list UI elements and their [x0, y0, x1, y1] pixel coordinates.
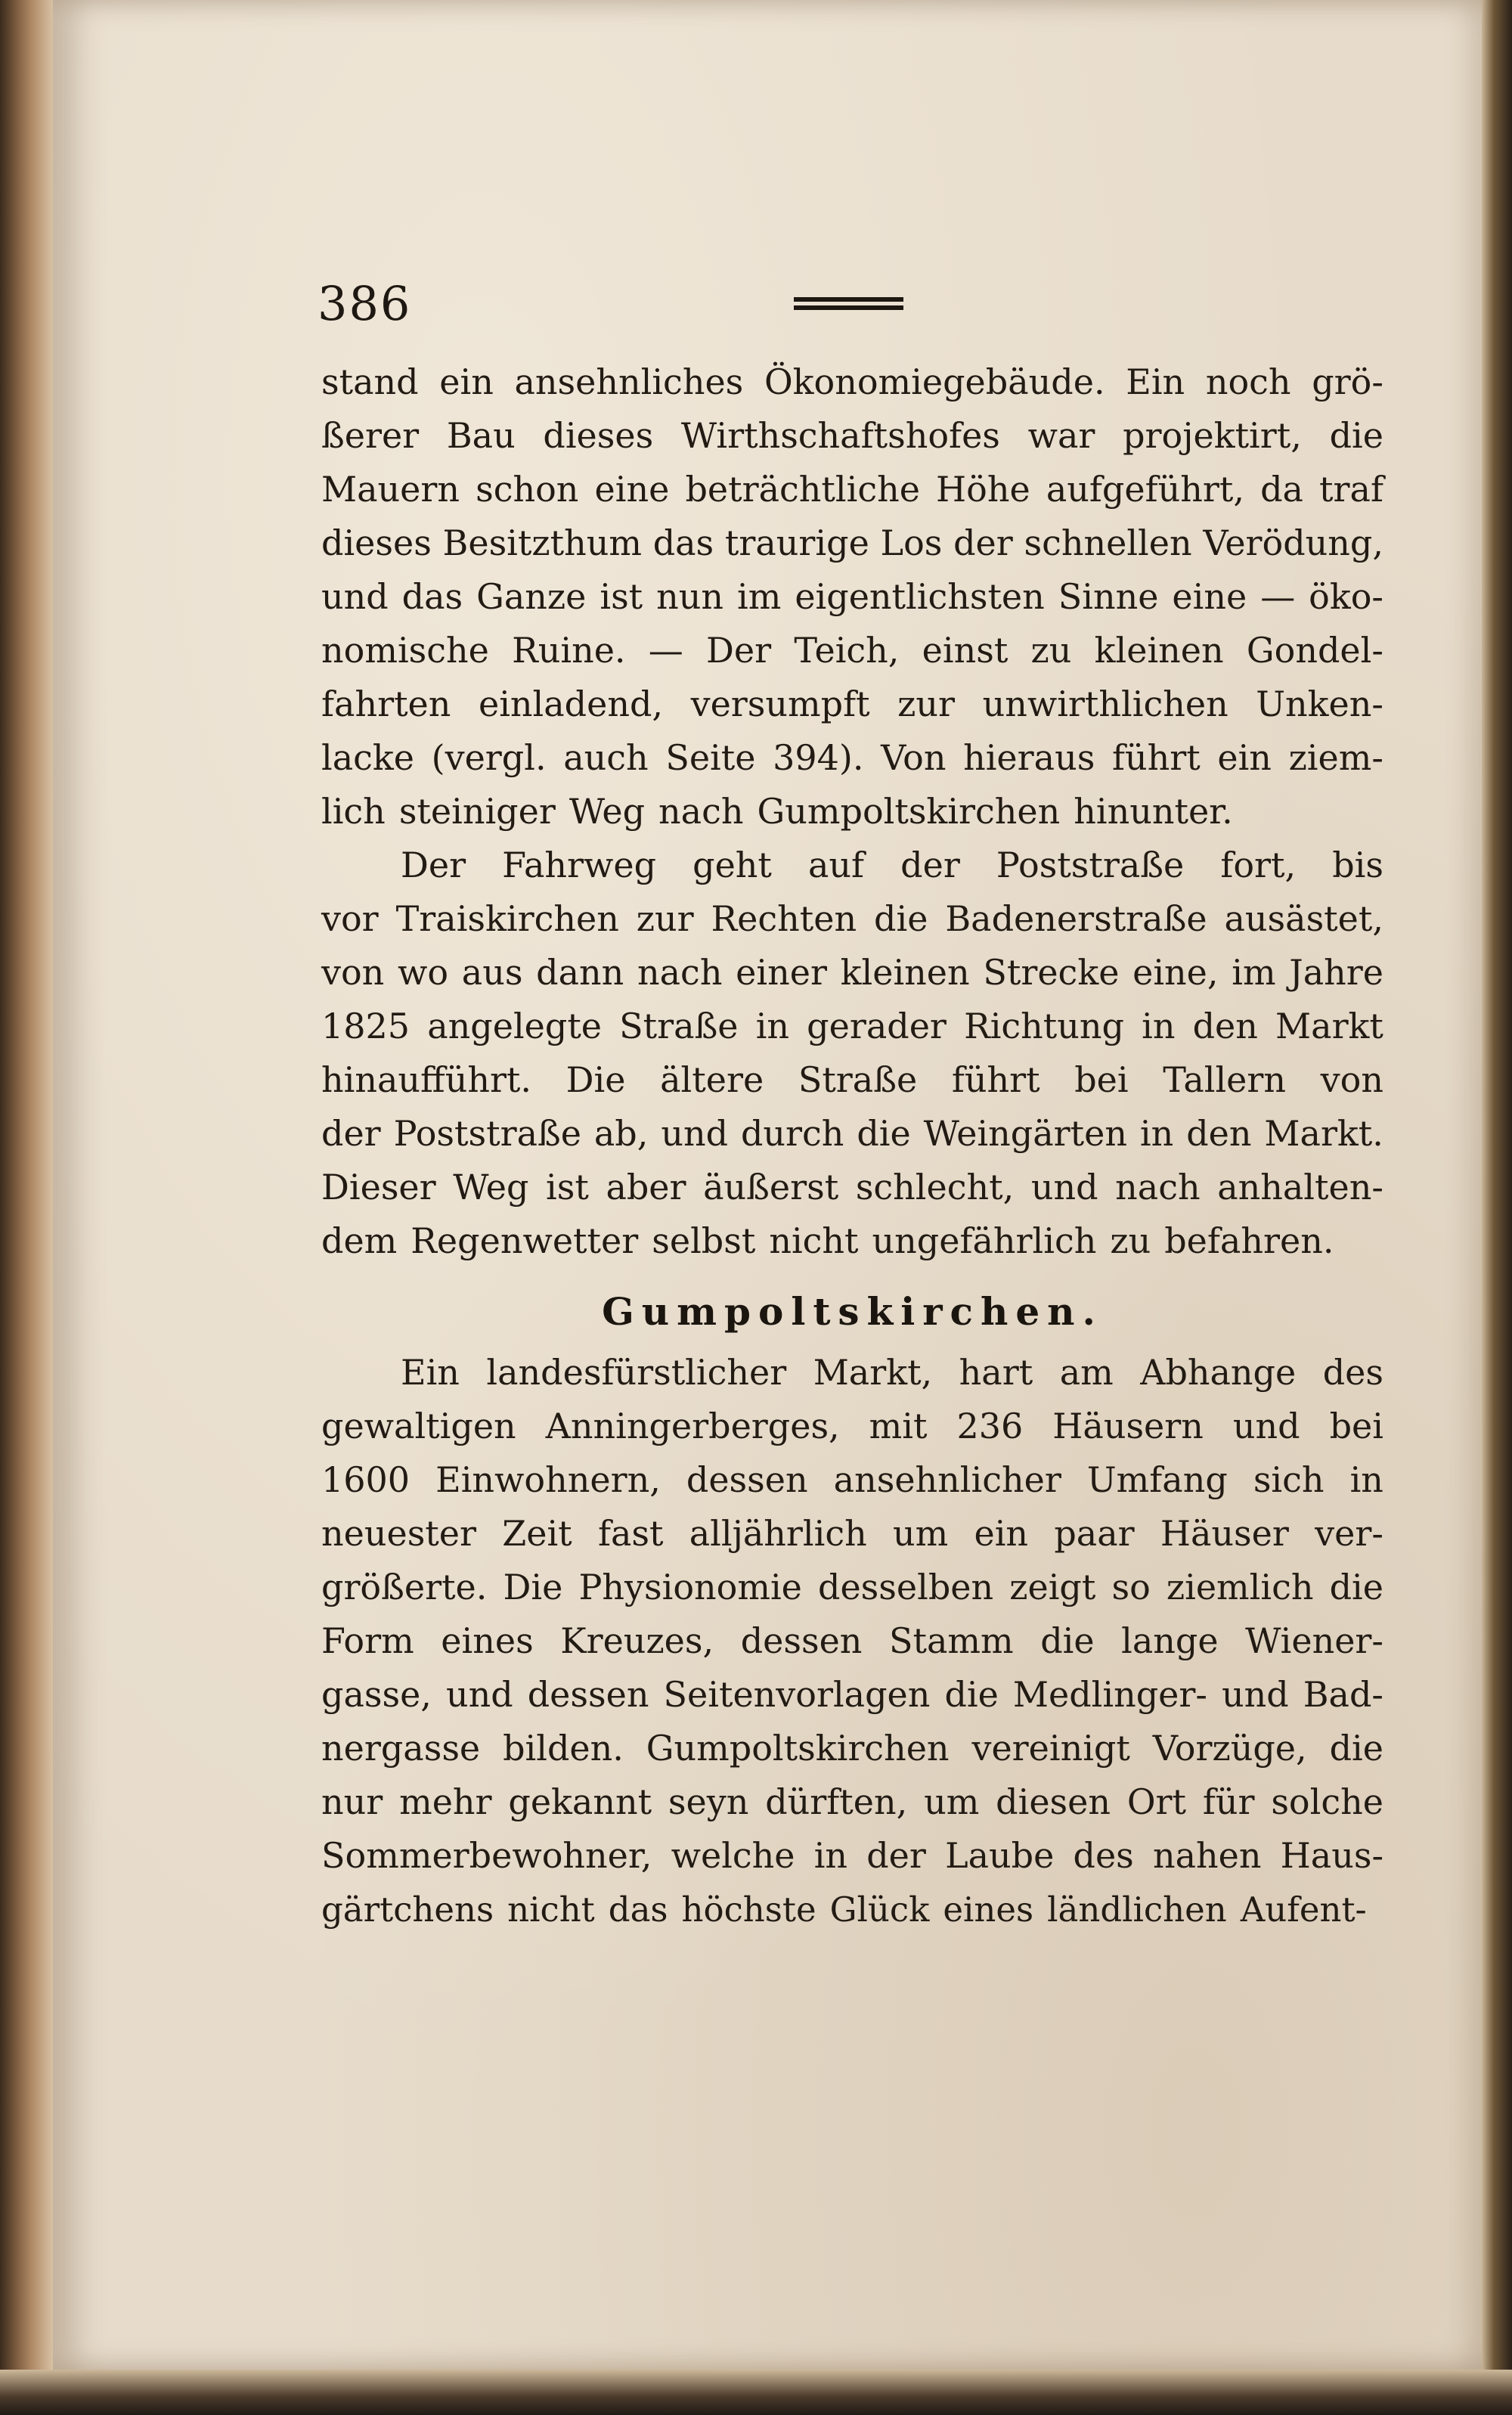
text-line: gärtchens nicht das höchste Glück eines ländlichen Aufent- [321, 1890, 1367, 1930]
text-line: 1825 angelegte Straße in gerader Richtung in den Markt [321, 1006, 1383, 1046]
book-right-edge [1482, 0, 1512, 2415]
text-line: und das Ganze ist nun im eigentlichsten Sinne eine — öko- [321, 576, 1383, 617]
paragraph-3 [321, 1346, 1383, 1936]
text-line: stand ein ansehnliches Ökonomiegebäude. Ein noch grö- [321, 361, 1383, 402]
text-line: nomische Ruine. — Der Teich, einst zu kleinen Gondel- [321, 630, 1383, 671]
text-line: lich steiniger Weg nach Gumpoltskirchen hinunter. [321, 791, 1233, 832]
text-line: größerte. Die Physionomie desselben zeigt so ziemlich die [321, 1567, 1383, 1607]
text-line: der Poststraße ab, und durch die Weingärten in den Markt. [321, 1113, 1383, 1154]
page-header [318, 276, 1376, 336]
text-line: Sommerbewohner, welche in der Laube des nahen Haus- [321, 1835, 1383, 1876]
header-rule [794, 297, 903, 312]
body-text [321, 355, 1383, 1936]
text-line: dieses Besitzthum das traurige Los der schnellen Verödung, [321, 522, 1383, 563]
text-line: 1600 Einwohnern, dessen ansehnlicher Umfang sich in [321, 1459, 1383, 1500]
text-line: Der Fahrweg geht auf der Poststraße fort, bis [401, 845, 1383, 885]
text-line: gewaltigen Anningerberges, mit 236 Häusern und bei [321, 1406, 1383, 1446]
text-line: hinaufführt. Die ältere Straße führt bei Tallern von [321, 1059, 1383, 1100]
text-line: nergasse bilden. Gumpoltskirchen vereinigt Vorzüge, die [321, 1728, 1383, 1769]
book-bottom-edge [0, 2370, 1512, 2415]
paragraph-1 [321, 355, 1383, 839]
text-line: dem Regenwetter selbst nicht ungefährlich zu befahren. [321, 1220, 1334, 1261]
text-line: von wo aus dann nach einer kleinen Strecke eine, im Jahre [321, 952, 1383, 993]
paragraph-2 [321, 839, 1383, 1268]
text-line: Mauern schon eine beträchtliche Höhe aufgeführt, da traf [321, 469, 1383, 510]
text-line: fahrten einladend, versumpft zur unwirthlichen Unken- [321, 684, 1383, 724]
text-line: Form eines Kreuzes, dessen Stamm die lange Wiener- [321, 1620, 1383, 1661]
text-line: ßerer Bau dieses Wirthschaftshofes war projektirt, die [321, 415, 1383, 456]
section-heading: Gumpoltskirchen. [602, 1289, 1103, 1334]
text-line: neuester Zeit fast alljährlich um ein paar Häuser ver- [321, 1513, 1383, 1554]
text-line: Ein landesfürstlicher Markt, hart am Abhange des [401, 1352, 1383, 1393]
text-line: Dieser Weg ist aber äußerst schlecht, und nach anhalten- [321, 1167, 1383, 1208]
book-left-edge [0, 0, 53, 2415]
page-number: 386 [318, 276, 412, 331]
text-line: lacke (vergl. auch Seite 394). Von hieraus führt ein ziem- [321, 737, 1383, 778]
text-line: gasse, und dessen Seitenvorlagen die Medlinger- und Bad- [321, 1674, 1383, 1715]
text-line: nur mehr gekannt seyn dürften, um diesen Ort für solche [321, 1781, 1383, 1822]
text-line: vor Traiskirchen zur Rechten die Badenerstraße ausästet, [321, 898, 1383, 939]
